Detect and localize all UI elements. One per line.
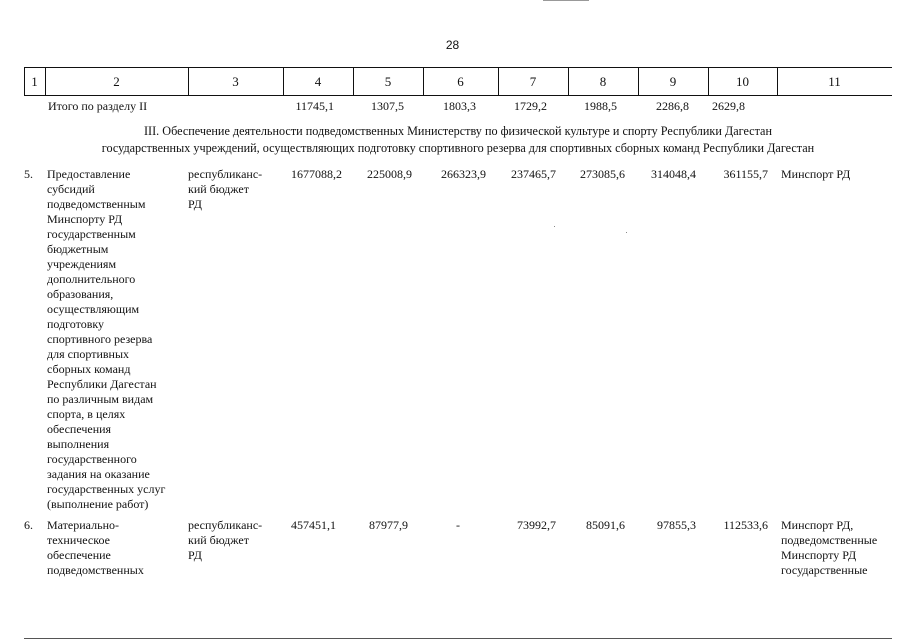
header-col-10: 10: [736, 74, 749, 89]
subtotal-col-6: 1803,3: [443, 99, 476, 113]
scan-speck: [626, 232, 627, 233]
row-5-executor: Минспорт РД: [781, 167, 851, 181]
header-col-7: 7: [529, 74, 537, 89]
header-col-2: 2: [113, 74, 120, 89]
subtotal-col-10: 2629,8: [712, 99, 745, 113]
row-6-col-10: 112533,6: [723, 518, 768, 532]
row-5-source: республиканс- кий бюджет РД: [188, 167, 263, 211]
table-header: [24, 67, 892, 96]
row-5-number: 5.: [24, 167, 33, 181]
row-5-name: Предоставление субсидий подведомственным Минспорту РД государственным бюджетным учреждениям дополнительного образования, осуществляющим подготовку спортивного резерва для спортивных сборных команд Республики Дагестан по различным видам спорта, в целях обеспечения выполнения государственного задания на оказание государственных услуг (выполнение работ): [47, 167, 166, 511]
row-5-col-5: 225008,9: [367, 167, 412, 181]
row-6-col-7: 73992,7: [517, 518, 556, 532]
section-title-line-2: государственных учреждений, осуществляющих подготовку спортивного резерва для спортивных сборных команд Республики Дагестан: [101, 141, 815, 155]
row-5-col-9: 314048,4: [651, 167, 696, 181]
header-col-8: 8: [599, 74, 607, 89]
subtotal-col-5: 1307,5: [371, 99, 404, 113]
row-6-number: 6.: [24, 518, 33, 532]
scan-mark: [543, 0, 589, 1]
subtotal-col-7: 1729,2: [514, 99, 547, 113]
header-col-3: 3: [232, 74, 239, 89]
header-col-1: 1: [31, 74, 38, 89]
row-5-col-6: 266323,9: [441, 167, 486, 181]
scan-bottom-edge: [24, 638, 892, 639]
header-col-4: 4: [314, 74, 322, 89]
header-col-5: 5: [384, 74, 392, 89]
row-5-col-8: 273085,6: [580, 167, 625, 181]
scan-speck: [554, 226, 555, 227]
subtotal-col-9: 2286,8: [656, 99, 689, 113]
row-6-col-8: 85091,6: [586, 518, 625, 532]
page-number: 28: [445, 38, 460, 52]
row-6-name: Материально- техническое обеспечение подведомственных: [47, 518, 144, 577]
header-col-9: 9: [669, 74, 677, 89]
row-6-executor: Минспорт РД, подведомственные Минспорту РД государственные: [781, 518, 878, 577]
header-col-6: 6: [457, 74, 464, 89]
row-6-col-9: 97855,3: [657, 518, 696, 532]
subtotal-col-8: 1988,5: [584, 99, 617, 113]
subtotal-col-4: 11745,1: [295, 99, 334, 113]
row-6-source: республиканс- кий бюджет РД: [188, 518, 263, 562]
row-5-col-4: 1677088,2: [291, 167, 342, 181]
row-6-col-4: 457451,1: [291, 518, 336, 532]
row-6-col-5: 87977,9: [369, 518, 408, 532]
row-5-col-7: 237465,7: [511, 167, 556, 181]
header-col-11: 11: [828, 74, 841, 89]
row-6-col-6: -: [456, 518, 460, 532]
section-title-line-1: III. Обеспечение деятельности подведомственных Министерству по физической культуре и спорту Республики Дагестан: [144, 124, 772, 138]
subtotal-label: Итого по разделу II: [48, 99, 148, 113]
row-5-col-10: 361155,7: [723, 167, 768, 181]
